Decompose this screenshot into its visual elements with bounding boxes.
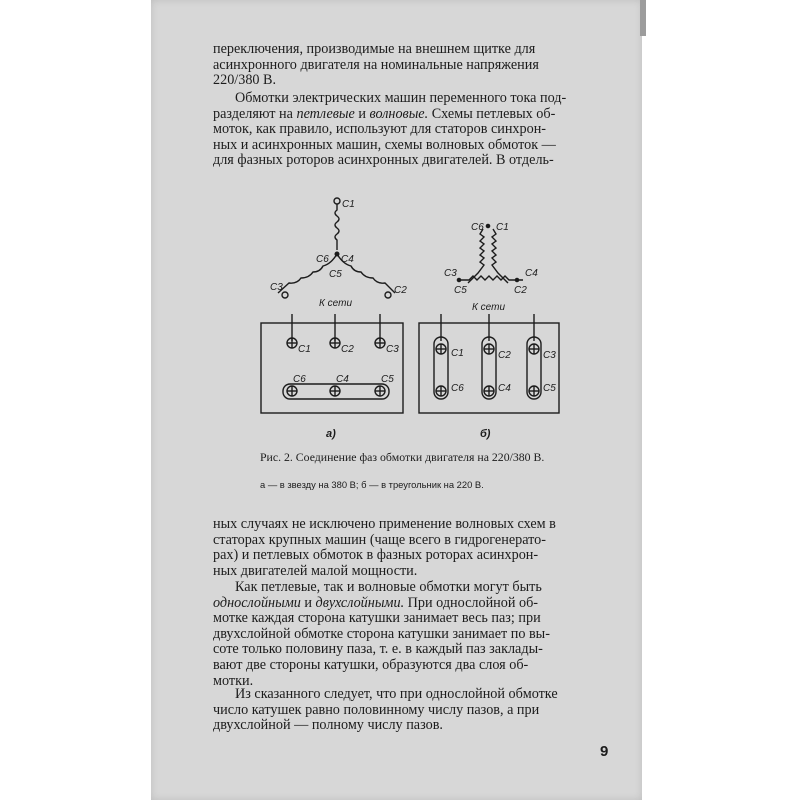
board-label-c2: C2: [341, 344, 354, 355]
text-line: Из сказанного следует, что при однослойной обмотке: [235, 686, 558, 702]
terminal-label-c2: C2: [394, 285, 407, 296]
board-label-c1: C1: [298, 344, 311, 355]
board-label-c2: C2: [498, 350, 511, 361]
text-line: для фазных роторов асинхронных двигателей. В отдель-: [213, 152, 554, 169]
text-line: мотки.: [213, 672, 254, 689]
text-line: соте только половину паза, т. е. в каждый паз заклады-: [213, 641, 543, 658]
terminal-label-c6: C6: [316, 254, 329, 265]
text-line: разделяют на петлевые и волновые. Схемы петлевых об-: [213, 105, 556, 122]
terminal-label-c3: C3: [270, 282, 283, 293]
text-line: ных случаях не исключено применение волновых схем в: [213, 516, 556, 532]
paragraph-layers: [213, 580, 615, 689]
terminal-board-star: [261, 314, 403, 413]
board-label-c5: C5: [381, 374, 394, 385]
paragraph-conclusion: [213, 687, 615, 734]
board-label-c4: C4: [498, 383, 511, 394]
terminal-label-c4: C4: [525, 268, 538, 279]
terminal-label-c5: C5: [454, 285, 467, 296]
text-line: двухслойной обмотке сторона катушки занимает по вы-: [213, 625, 550, 642]
figure-caption: Рис. 2. Соединение фаз обмотки двигателя на 220/380 В.: [260, 450, 545, 464]
figure-label-b: б): [480, 428, 491, 440]
text-line: моток, как правило, используют для статоров синхрон-: [213, 121, 547, 138]
board-label-c6: C6: [293, 374, 306, 385]
text-line: рах) и петлевых обмоток в фазных роторах асинхрон-: [213, 547, 539, 564]
figure-subcaption: а — в звезду на 380 В; б — в треугольник на 220 В.: [260, 479, 484, 490]
board-label-c3: C3: [543, 350, 556, 361]
text-line: однослойными и двухслойными. При однослойной об-: [213, 594, 539, 611]
text-line: Обмотки электрических машин переменного тока под-: [235, 90, 567, 106]
network-label-b: К сети: [472, 302, 506, 313]
italic-term: петлевые: [296, 105, 355, 122]
italic-term: однослойными: [213, 594, 301, 611]
figure-label-a: а): [326, 428, 336, 440]
star-connection-diagram: [278, 198, 395, 298]
terminal-label-c1: C1: [496, 222, 509, 233]
board-label-c5: C5: [543, 383, 556, 394]
italic-term: волновые.: [369, 105, 429, 122]
terminal-label-c6: C6: [471, 222, 484, 233]
terminal-label-c5: C5: [329, 269, 342, 280]
board-label-c4: C4: [336, 374, 349, 385]
terminal-label-c4: C4: [341, 254, 354, 265]
italic-term: двухслойными.: [315, 594, 405, 611]
text-line: мотке каждая сторона катушки занимает весь паз; при: [213, 610, 541, 627]
page-number: 9: [600, 743, 609, 760]
text-line: двухслойной — полному числу пазов.: [213, 717, 443, 734]
text-line: статорах крупных машин (чаще всего в гидрогенерато-: [213, 531, 546, 548]
text-line: 220/380 В.: [213, 72, 277, 89]
delta-connection-diagram: [457, 224, 523, 283]
text-line: Как петлевые, так и волновые обмотки могут быть: [235, 579, 542, 595]
paragraph-continued: [213, 517, 615, 579]
text-line: асинхронного двигателя на номинальные напряжения: [213, 56, 539, 73]
text-line: переключения, производимые на внешнем щитке для: [213, 41, 536, 57]
terminal-label-c3: C3: [444, 268, 457, 279]
terminal-label-c1: C1: [342, 199, 355, 210]
board-label-c3: C3: [386, 344, 399, 355]
board-label-c1: C1: [451, 348, 464, 359]
network-label-a: К сети: [319, 298, 353, 309]
text-line: число катушек равно половинному числу пазов, а при: [213, 701, 540, 718]
text-line: ных и асинхронных машин, схемы волновых обмоток —: [213, 136, 556, 153]
terminal-label-c2: C2: [514, 285, 527, 296]
text-line: вают две стороны катушки, образуются два слоя об-: [213, 656, 529, 673]
terminal-board-delta: [419, 314, 559, 413]
text-line: ных двигателей малой мощности.: [213, 562, 418, 579]
board-label-c6: C6: [451, 383, 464, 394]
